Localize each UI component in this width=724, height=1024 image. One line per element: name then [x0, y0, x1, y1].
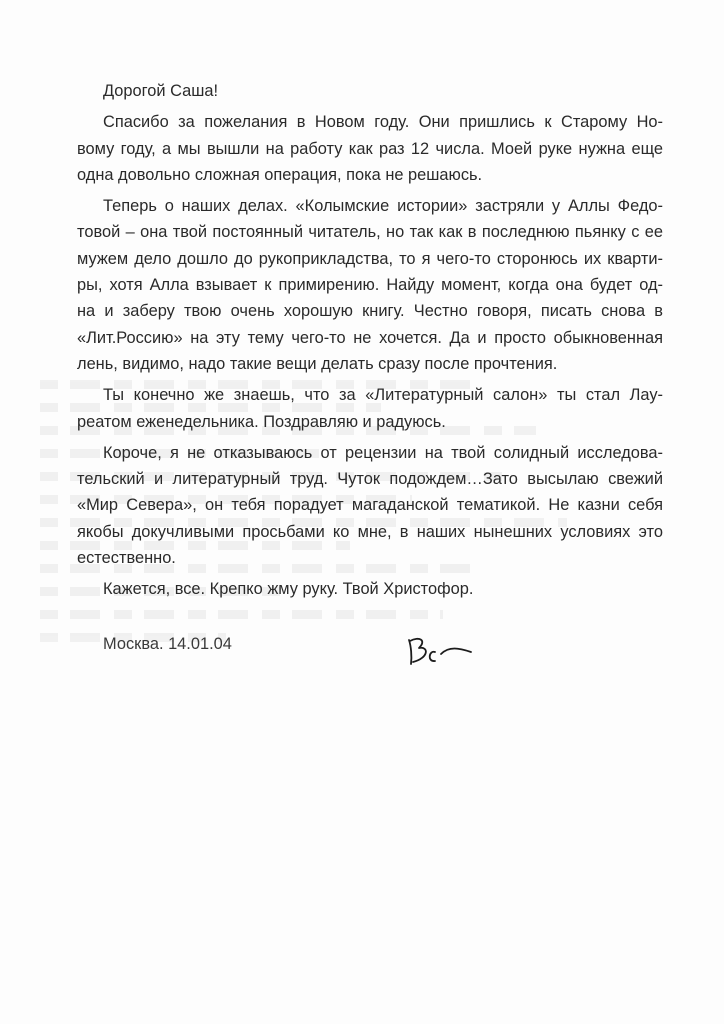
letter-line: товой – она твой постоянный читатель, но так как в последнюю пьянку с ее: [77, 223, 663, 242]
letter-line: Ты конечно же знаешь, что за «Литературный салон» ты стал Лау-: [103, 386, 663, 405]
letter-line: «Лит.Россию» на эту тему чего-то не хочется. Да и просто обыкновенная: [77, 328, 663, 347]
place-and-date: Москва. 14.01.04: [103, 635, 232, 653]
letter-line: Спасибо за пожелания в Новом году. Они пришлись к Старому Но-: [103, 113, 663, 132]
greeting: Дорогой Саша!: [103, 82, 219, 100]
letter-line: лень, видимо, надо такие вещи делать сразу после прочтения.: [77, 354, 558, 373]
letter-line: реатом еженедельника. Поздравляю и радуюсь.: [77, 412, 446, 431]
letter-line: тельский и литературный труд. Чуток подождем…Зато высылаю свежий: [77, 470, 663, 489]
letter-line: естественно.: [77, 549, 176, 568]
letter-line: «Мир Севера», он тебя порадует магаданской тематикой. Не казни себя: [77, 496, 663, 515]
letter-line: на и заберу твою очень хорошую книгу. Честно говоря, писать снова в: [77, 302, 663, 321]
letter-line: вому году, а мы вышли на работу как раз 12 числа. Моей руке нужна еще: [77, 139, 663, 158]
letter-line: якобы докучливыми просьбами ко мне, в наших нынешних условиях это: [77, 522, 663, 541]
letter-line: Теперь о наших делах. «Колымские истории» застряли у Аллы Федо-: [103, 197, 663, 216]
handwritten-signature: [405, 636, 475, 668]
letter-line: мужем дело дошло до рукоприкладства, то я чего-то сторонюсь их кварти-: [77, 249, 663, 268]
letter-body: [77, 78, 663, 603]
letter-line: ры, хотя Алла взывает к примирению. Найду момент, когда она будет од-: [77, 276, 663, 295]
letter-line: Короче, я не отказываюсь от рецензии на твой солидный исследова-: [103, 443, 663, 462]
closing-line: Кажется, все. Крепко жму руку. Твой Христофор.: [103, 580, 474, 599]
letter-line: одна довольно сложная операция, пока не решаюсь.: [77, 165, 483, 184]
